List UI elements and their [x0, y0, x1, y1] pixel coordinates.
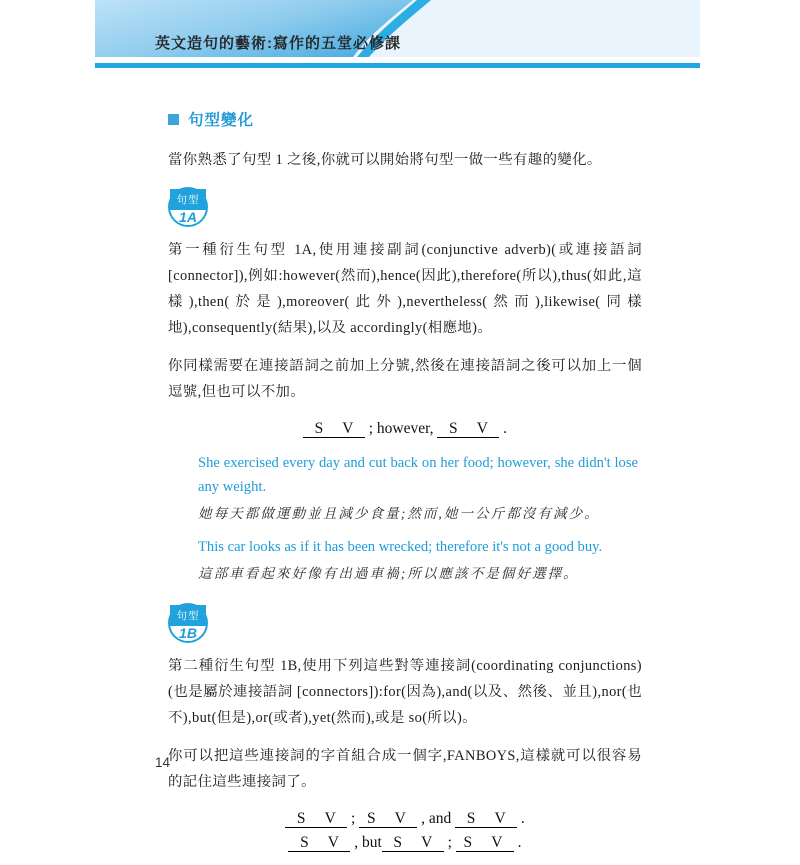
pattern-1a-badge — [168, 187, 208, 227]
pattern-1a-formula: S V ; however, S V . — [302, 420, 508, 437]
pattern-1a-connectives-paragraph: 第一種衍生句型 1A,使用連接副詞(conjunctive adverb)(或連接語詞 [connector]),例如:however(然而),hence(因此),therefore(所以),thus(如此,這樣),then(於是),moreover(此外),nevertheless(然而),likewise(同樣地),consequently(結果),以及 accordingly(相應地)。 — [168, 242, 642, 336]
example-1 — [198, 451, 638, 525]
section-heading — [168, 108, 642, 130]
pattern-1b-badge — [168, 603, 208, 643]
pattern-1b-badge-label: 1B — [179, 625, 197, 641]
example-2 — [198, 535, 638, 585]
pattern-1b-badge-top: 句型 — [170, 605, 206, 626]
example-1-chinese: 她每天都做運動並且減少食量;然而,她一公斤都沒有減少。 — [198, 506, 600, 521]
example-2-chinese: 這部車看起來好像有出過車禍;所以應該不是個好選擇。 — [198, 566, 579, 581]
intro-paragraph: 當你熟悉了句型 1 之後,你就可以開始將句型一做一些有趣的變化。 — [168, 152, 602, 168]
pattern-1a-punctuation-paragraph: 你同樣需要在連接語詞之前加上分號,然後在連接語詞之後可以加上一個逗號,但也可以不加。 — [168, 358, 642, 400]
example-1-english: She exercised every day and cut back on her food; however, she didn't lose any weight. — [198, 455, 638, 495]
book-title: 英文造句的藝術:寫作的五堂必修課 — [155, 35, 401, 52]
square-bullet-icon — [168, 114, 179, 125]
pattern-1b-formula-line1: S V ; S V , and S V . — [285, 810, 525, 827]
pattern-1a-badge-label: 1A — [179, 209, 197, 225]
main-content — [168, 108, 642, 865]
page-header — [95, 0, 700, 57]
section-heading-text: 句型變化 — [188, 112, 255, 129]
header-rule — [95, 63, 700, 68]
page-number: 14 — [155, 755, 171, 770]
pattern-1b-conjunctions-paragraph: 第二種衍生句型 1B,使用下列這些對等連接詞(coordinating conjunctions)(也是屬於連接語詞 [connectors]):for(因為),and(以及、然後、並且),nor(也不),but(但是),or(或者),yet(然而),或是 so(所以)。 — [168, 658, 642, 726]
example-2-english: This car looks as if it has been wrecked; therefore it's not a good buy. — [198, 539, 603, 555]
pattern-1a-badge-top: 句型 — [170, 189, 206, 210]
pattern-1b-formula-line2: S V , but S V ; S V . — [288, 834, 522, 851]
pattern-1b-fanboys-paragraph: 你可以把這些連接詞的字首組合成一個字,FANBOYS,這樣就可以很容易的記住這些連接詞了。 — [168, 748, 642, 790]
